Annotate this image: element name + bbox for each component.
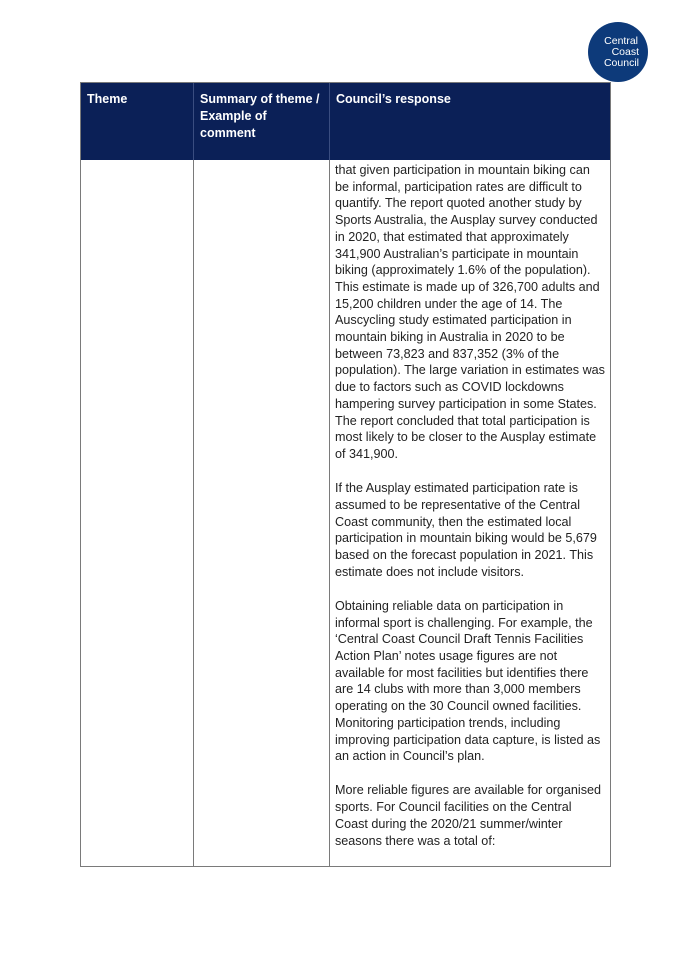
council-response-cell: [335, 162, 605, 867]
table-header: [81, 83, 610, 160]
response-paragraph: Obtaining reliable data on participation in informal sport is challenging. For example, the ‘Central Coast Council Draft Tennis Facilities Action Plan’ notes usage figures are not available for most facilities but identifies there are 14 clubs with more than 3,000 members operating on the 30 Council owned facilities. Monitoring participation trends, including improving participation data capture, is listed as an action in Council’s plan.: [335, 598, 601, 764]
logo-text-line1: Central: [604, 34, 638, 47]
header-council-response: Council’s response: [329, 83, 610, 160]
response-paragraph: More reliable figures are available for organised sports. For Council facilities on the Central Coast during the 2020/21 summer/winter seasons there was a total of:: [335, 783, 602, 848]
logo-text-line3: Council: [603, 56, 639, 69]
column-divider: [193, 160, 194, 866]
response-paragraph: If the Ausplay estimated participation rate is assumed to be representative of the Central Coast community, then the estimated local participation in mountain biking would be 5,679 based on the forecast population in 2021. This estimate does not include visitors.: [335, 481, 597, 579]
logo-text-line2: Coast: [611, 45, 639, 58]
header-theme: Theme: [87, 92, 128, 106]
response-table: [80, 82, 611, 867]
council-logo: [588, 22, 648, 82]
response-paragraph: that given participation in mountain biking can be informal, participation rates are difficult to quantify. The report quoted another study by Sports Australia, the Ausplay survey conducted in 2020, that estimated that approximately 341,900 Australian’s participate in mountain biking (approximately 1.6% of the population). This estimate is made up of 326,700 adults and 15,200 children under the age of 14. The Auscycling study estimated participation in mountain biking in Australia in 2020 to be between 73,823 and 837,352 (3% of the population). The large variation in estimates was due to factors such as COVID lockdowns hampering survey participation in some States. The report concluded that total participation is most likely to be closer to the Ausplay estimate of 341,900.: [335, 163, 605, 461]
header-summary: Summary of theme / Example of comment: [193, 83, 329, 160]
column-divider: [329, 160, 330, 866]
